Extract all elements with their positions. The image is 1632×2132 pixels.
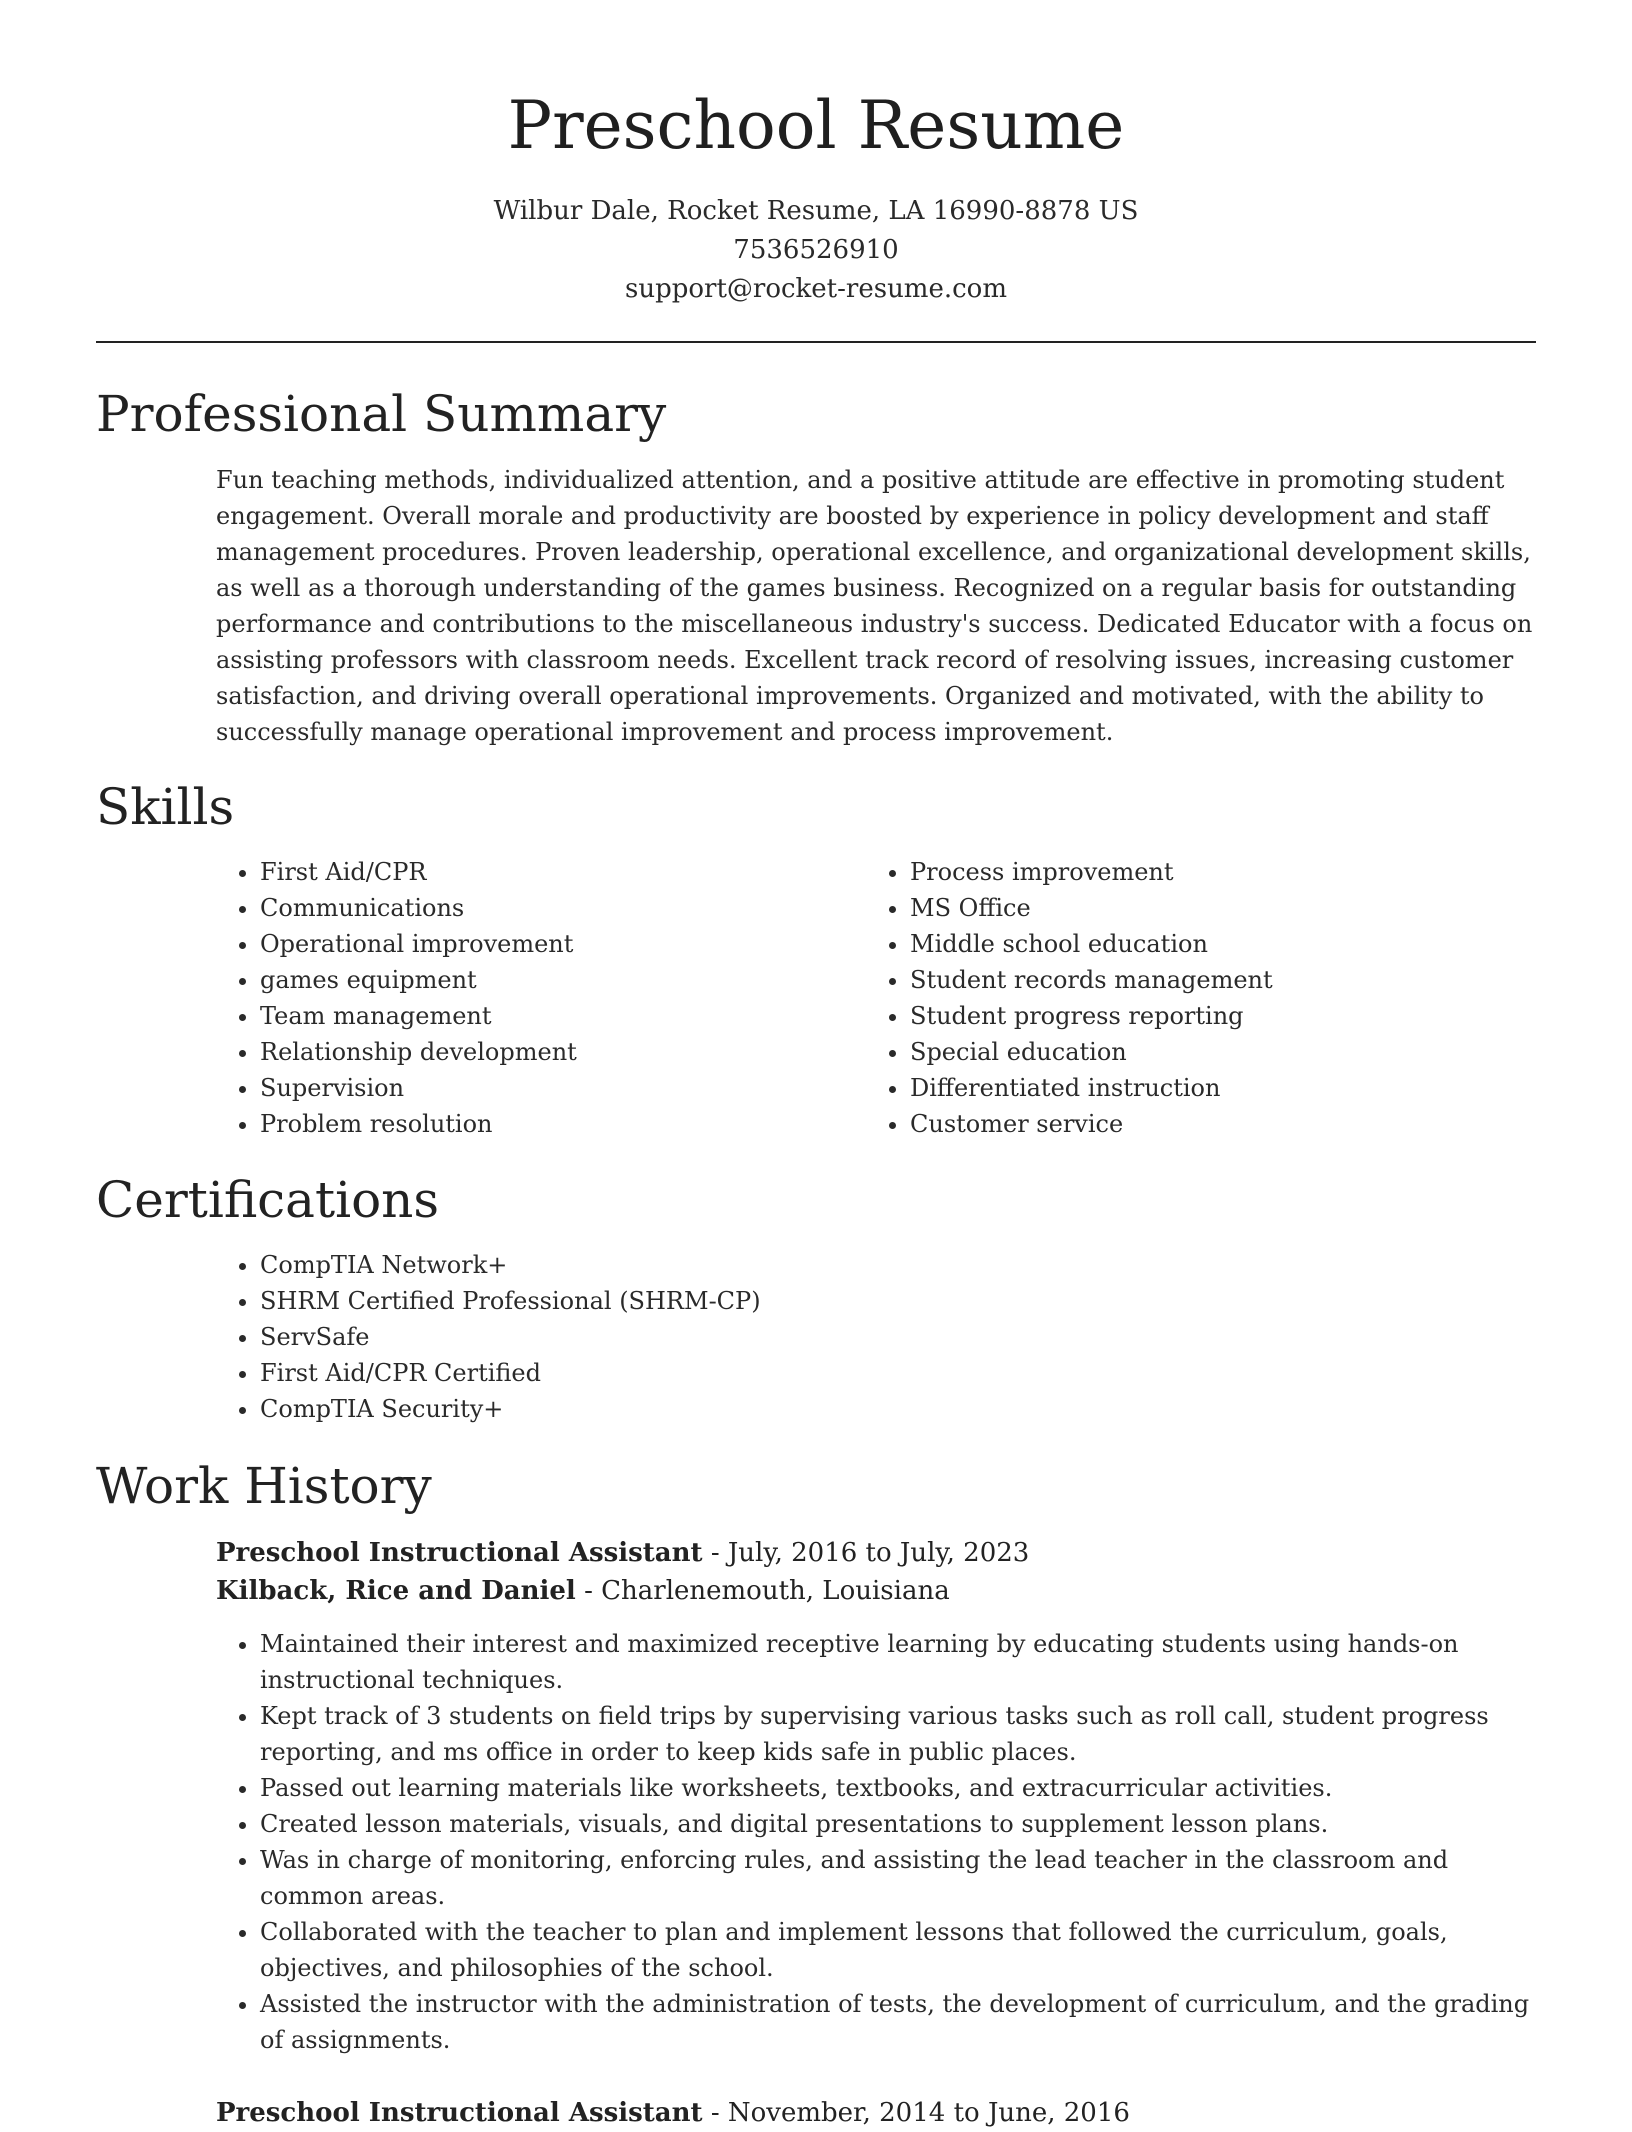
list-item: • Was in charge of monitoring, enforcing rules, and assisting the lead teacher in the classroom and common areas. xyxy=(260,1842,1536,1914)
list-item: • Student records management xyxy=(910,962,1273,998)
list-item: • Relationship development xyxy=(260,1034,577,1070)
list-item: • MS Office xyxy=(910,890,1273,926)
list-item: • CompTIA Network+ xyxy=(260,1247,761,1283)
job-title-line xyxy=(216,1534,1536,1572)
skills-heading: Skills xyxy=(96,778,235,836)
header-divider xyxy=(96,341,1536,343)
list-item: • CompTIA Security+ xyxy=(260,1391,761,1427)
contact-email: support@rocket-resume.com xyxy=(624,274,1007,304)
list-item: • SHRM Certified Professional (SHRM-CP) xyxy=(260,1283,761,1319)
job-company-line xyxy=(216,1572,1536,1610)
list-item: • Middle school education xyxy=(910,926,1273,962)
list-item: • Kept track of 3 students on field trips by supervising various tasks such as roll call, student progress reporting, and ms office in order to keep kids safe in public places. xyxy=(260,1698,1536,1770)
certifications-heading: Certifications xyxy=(96,1171,440,1229)
resume-title: Preschool Resume xyxy=(507,87,1125,164)
contact-address: Wilbur Dale, Rocket Resume, LA 16990-8878 US xyxy=(493,196,1139,226)
list-item: • Differentiated instruction xyxy=(910,1070,1273,1106)
job-title: Preschool Instructional Assistant xyxy=(216,2098,703,2128)
list-item: • games equipment xyxy=(260,962,577,998)
list-item: • Assisted the instructor with the administration of tests, the development of curriculum, and the grading of assignments. xyxy=(260,1986,1536,2058)
list-item: • First Aid/CPR Certified xyxy=(260,1355,761,1391)
list-item: • Maintained their interest and maximized receptive learning by educating students using hands-on instructional techniques. xyxy=(260,1626,1536,1698)
list-item: • Collaborated with the teacher to plan and implement lessons that followed the curriculum, goals, objectives, and philosophies of the school. xyxy=(260,1914,1536,1986)
contact-block xyxy=(96,192,1536,309)
work-history-heading: Work History xyxy=(96,1457,432,1515)
job-duties-list xyxy=(216,1626,1536,2058)
summary-heading: Professional Summary xyxy=(96,385,667,443)
list-item: • Supervision xyxy=(260,1070,577,1106)
job-entry xyxy=(216,2094,1536,2132)
job-dates: - July, 2016 to July, 2023 xyxy=(702,1538,1030,1568)
skills-left-column xyxy=(216,854,577,1142)
list-item: • Customer service xyxy=(910,1106,1273,1142)
job-dates: - November, 2014 to June, 2016 xyxy=(702,2098,1130,2128)
job-company: Kilback, Rice and Daniel xyxy=(216,1576,576,1606)
certifications-block xyxy=(216,1247,761,1427)
list-item: • Team management xyxy=(260,998,577,1034)
list-item: • Operational improvement xyxy=(260,926,577,962)
job-location: - Charlenemouth, Louisiana xyxy=(575,1576,950,1606)
certifications-list xyxy=(216,1247,761,1427)
skills-right-list xyxy=(866,854,1273,1142)
list-item: • Communications xyxy=(260,890,577,926)
summary-text: Fun teaching methods, individualized attention, and a positive attitude are effective in promoting student engagement. Overall morale and productivity are boosted by experience in policy development and staff management procedures. Proven leadership, operational excellence, and organizational development skills, as well as a thorough understanding of the games business. Recognized on a regular basis for outstanding performance and contributions to the miscellaneous industry's success. Dedicated Educator with a focus on assisting professors with classroom needs. Excellent track record of resolving issues, increasing customer satisfaction, and driving overall operational improvements. Organized and motivated, with the ability to successfully manage operational improvement and process improvement. xyxy=(216,466,1533,746)
list-item: • First Aid/CPR xyxy=(260,854,577,890)
contact-phone: 7536526910 xyxy=(733,235,899,265)
job-entry xyxy=(216,1534,1536,2058)
job-title: Preschool Instructional Assistant xyxy=(216,1538,703,1568)
list-item: • Problem resolution xyxy=(260,1106,577,1142)
skills-left-list xyxy=(216,854,577,1142)
list-item: • Created lesson materials, visuals, and digital presentations to supplement lesson plans. xyxy=(260,1806,1536,1842)
job-title-line xyxy=(216,2094,1536,2132)
skills-right-column xyxy=(866,854,1273,1142)
list-item: • Special education xyxy=(910,1034,1273,1070)
list-item: • Student progress reporting xyxy=(910,998,1273,1034)
list-item: • Passed out learning materials like worksheets, textbooks, and extracurricular activities. xyxy=(260,1770,1536,1806)
list-item: • ServSafe xyxy=(260,1319,761,1355)
list-item: • Process improvement xyxy=(910,854,1273,890)
